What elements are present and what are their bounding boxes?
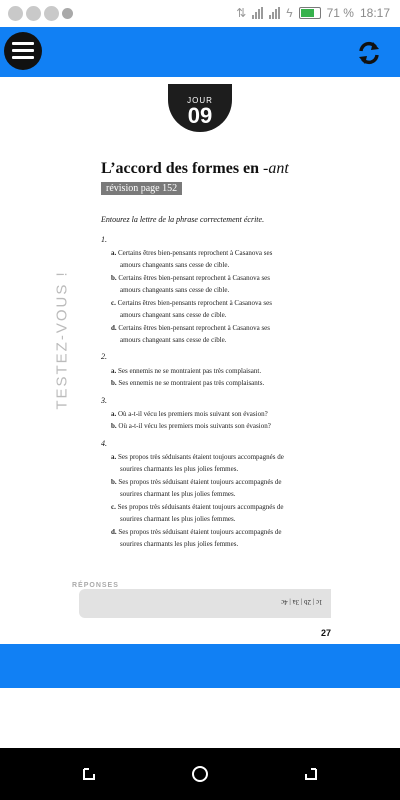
clock: 18:17	[359, 6, 390, 20]
revision-badge: révision page 152	[101, 182, 182, 195]
day-badge	[168, 84, 232, 132]
title-text: L’accord des formes en	[101, 160, 264, 177]
signal-icon	[269, 7, 280, 19]
answers-box	[79, 589, 331, 618]
answer-option: d. Certains êtres bien-pensant reprochent à Casanova ses amours changeant sans cesse de cible.	[111, 324, 271, 344]
notification-icon	[26, 6, 41, 21]
answer-option: d. Ses propos très séduisant étaient toujours accompagnés de sourires charmants les plus jolies femmes.	[111, 528, 282, 548]
answer-option: b. Ses ennemis ne se montraient pas très complaisants.	[111, 379, 265, 387]
signal-icon	[252, 7, 263, 19]
question-number: 2.	[101, 352, 107, 361]
refresh-icon[interactable]	[356, 40, 382, 66]
answer-option: b. Où a-t-il vécu les premiers mois suivants son évasion?	[111, 422, 271, 430]
battery-percent: 71 %	[326, 6, 354, 20]
instruction: Entourez la lettre de la phrase correctement écrite.	[101, 215, 265, 224]
notification-icon	[44, 6, 59, 21]
side-label: TESTEZ-VOUS !	[53, 270, 71, 410]
page-number: 27	[321, 628, 332, 638]
bottom-toolbar	[0, 644, 400, 688]
question-number: 3.	[101, 396, 107, 405]
app-toolbar	[0, 27, 400, 77]
menu-button[interactable]	[4, 32, 42, 70]
notification-icon	[62, 8, 73, 19]
answers-label: RÉPONSES	[72, 582, 119, 589]
answers-text: 1c | 2b | 3a | 4c	[281, 598, 323, 606]
home-icon[interactable]	[191, 765, 209, 783]
wifi-icon: ⇅	[236, 6, 247, 20]
day-number: 09	[187, 103, 213, 128]
answer-option: a. Ses propos très séduisants étaient toujours accompagnés de sourires charmants les plus jolies femmes.	[111, 453, 284, 473]
page-title	[101, 160, 289, 178]
answer-option: c. Certains êtres bien-pensants reprochent à Casanova ses amours changeant sans cesse de cible.	[111, 299, 272, 319]
charging-icon: ϟ	[286, 6, 293, 20]
status-bar	[0, 0, 400, 27]
answer-option: b. Certains êtres bien-pensant reprochent à Casanova ses amours changeants sans cesse de cible.	[111, 274, 271, 294]
question-number: 1.	[101, 235, 107, 244]
answer-option: c. Ses propos très séduisants étaient toujours accompagnés de sourires charmant les plus jolies femmes.	[111, 503, 284, 523]
back-icon[interactable]	[302, 765, 320, 783]
system-navigation-bar	[0, 748, 400, 800]
answer-option: a. Certains êtres bien-pensants reprochent à Casanova ses amours changeants sans cesse de cible.	[111, 249, 273, 269]
notification-icon	[8, 6, 23, 21]
day-label: JOUR	[187, 96, 213, 105]
battery-icon	[299, 7, 321, 19]
answer-option: a. Ses ennemis ne se montraient pas très complaisant.	[111, 367, 262, 375]
recent-apps-icon[interactable]	[80, 765, 98, 783]
answer-option: b. Ses propos très séduisant étaient toujours accompagnés de sourires charmant les plus jolies femmes.	[111, 478, 282, 498]
title-suffix: -ant	[263, 160, 289, 177]
question-number: 4.	[101, 439, 107, 448]
answer-option: a. Où a-t-il vécu les premiers mois suivant son évasion?	[111, 410, 268, 418]
